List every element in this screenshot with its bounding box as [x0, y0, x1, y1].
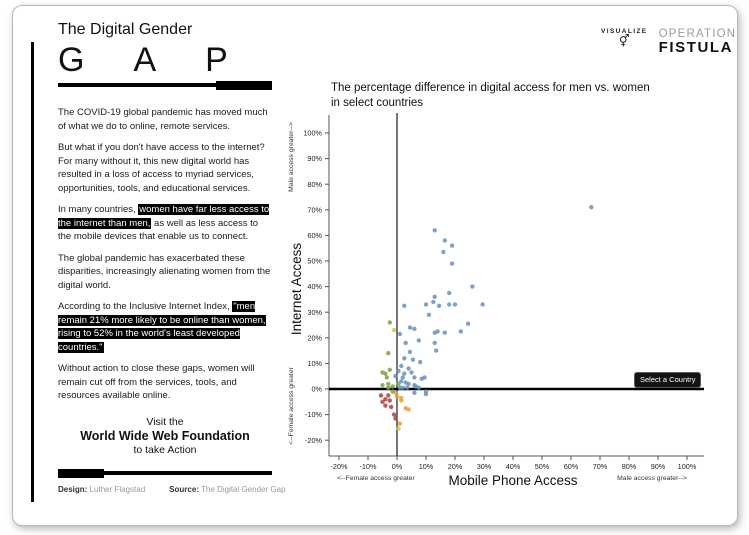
data-point-female-gap-both-axes[interactable] [380, 400, 384, 404]
source-credit: Source: The Digital Gender Gap [169, 484, 286, 494]
data-point-male-gap-both-axes[interactable] [406, 366, 410, 370]
title-underline [58, 81, 272, 90]
data-point-female-mobile-gap[interactable] [383, 371, 387, 375]
y-annotation-male: Male access greater--> [288, 122, 295, 192]
x-tick-label: 80% [621, 462, 637, 471]
x-annotation-male: Male access greater--> [617, 475, 687, 482]
data-point-male-gap-both-axes[interactable] [409, 370, 413, 374]
text-segment: But what if you don't have access to the internet? For many without it, this new digital world has resulted in a loss of access to myriad services, opportunities, tools, and educational services. [58, 142, 265, 194]
x-tick-label: 90% [650, 462, 666, 471]
page-title-gap: GAP [58, 41, 277, 79]
data-point-male-gap-both-axes[interactable] [402, 371, 406, 375]
story-paragraph [58, 252, 272, 293]
data-point-female-gap-both-axes[interactable] [388, 398, 392, 402]
text-segment: According to the Inclusive Internet Index, [58, 301, 233, 312]
data-point-female-gap-both-axes[interactable] [389, 405, 393, 409]
data-point-female-mobile-gap[interactable] [388, 320, 392, 324]
story-paragraph [58, 141, 272, 195]
data-point-male-gap-both-axes[interactable] [480, 302, 484, 306]
data-point-female-mobile-gap[interactable] [385, 375, 389, 379]
data-point-male-gap-both-axes[interactable] [435, 329, 439, 333]
y-tick-label: -20% [304, 435, 322, 445]
y-tick-label: 10% [307, 359, 322, 368]
data-point-male-gap-both-axes[interactable] [447, 291, 451, 295]
logo-operation: OPERATION [658, 28, 737, 40]
data-point-male-gap-both-axes[interactable] [401, 375, 405, 379]
data-point-male-gap-both-axes[interactable] [408, 350, 412, 354]
highlighted-text: women have far less access to the internet than men, [58, 204, 270, 229]
data-point-male-gap-both-axes[interactable] [433, 228, 437, 232]
data-point-female-mobile-gap[interactable] [396, 382, 400, 386]
data-point-female-gap-both-axes[interactable] [392, 412, 396, 416]
data-point-female-internet-gap[interactable] [393, 391, 397, 395]
data-point-male-gap-both-axes[interactable] [434, 348, 438, 352]
data-point-female-mobile-gap[interactable] [391, 384, 395, 388]
sidebar [58, 20, 286, 494]
gender-symbol-icon: ⚥ [618, 34, 630, 48]
data-point-female-gap-both-axes[interactable] [386, 393, 390, 397]
data-point-female-gap-both-axes[interactable] [383, 403, 387, 407]
x-tick-label: 20% [447, 462, 463, 471]
y-tick-label: 60% [307, 231, 322, 240]
data-point-female-internet-gap[interactable] [399, 398, 403, 402]
data-point-female-mobile-gap[interactable] [388, 368, 392, 372]
y-tick-label: 90% [307, 154, 322, 164]
call-to-action [58, 415, 272, 457]
y-tick-label: 80% [307, 179, 322, 189]
data-point-female-internet-gap[interactable] [395, 395, 399, 399]
data-point-female-internet-gap[interactable] [406, 407, 410, 411]
text-segment: as well as less access to the mobile devices that enable us to connect. [58, 217, 259, 242]
data-point-male-gap-both-axes[interactable] [402, 304, 406, 308]
left-accent-bar [31, 42, 34, 502]
data-point-male-gap-both-axes[interactable] [401, 386, 405, 390]
x-tick-label: 0% [391, 462, 403, 471]
data-point-male-gap-both-axes[interactable] [406, 382, 410, 386]
data-point-male-gap-both-axes[interactable] [398, 332, 402, 336]
x-tick-label: -10% [359, 462, 377, 471]
story-paragraph [58, 300, 272, 354]
data-point-female-mobile-gap[interactable] [386, 351, 390, 355]
data-point-male-gap-both-axes[interactable] [459, 329, 463, 333]
y-axis-title: Internet Access [289, 242, 304, 336]
data-point-male-gap-both-axes[interactable] [418, 360, 422, 364]
data-point-male-gap-both-axes[interactable] [422, 375, 426, 379]
story-paragraph [58, 106, 272, 133]
data-point-male-gap-both-axes[interactable] [431, 300, 435, 304]
y-tick-label: 70% [307, 205, 322, 215]
data-point-male-gap-both-axes[interactable] [412, 391, 416, 395]
data-point-male-gap-both-axes[interactable] [412, 327, 416, 331]
credits [58, 484, 286, 494]
cta-foundation-link[interactable]: World Wide Web Foundation [80, 428, 250, 443]
data-point-male-gap-both-axes[interactable] [589, 205, 593, 209]
data-point-male-gap-both-axes[interactable] [402, 356, 406, 360]
y-tick-label: 50% [307, 256, 322, 266]
data-point-male-gap-both-axes[interactable] [417, 338, 421, 342]
data-point-male-gap-both-axes[interactable] [453, 302, 457, 306]
data-point-male-gap-both-axes[interactable] [411, 357, 415, 361]
x-tick-label: -20% [330, 462, 348, 471]
data-point-female-internet-gap[interactable] [398, 421, 402, 425]
x-tick-label: 100% [677, 462, 697, 471]
y-tick-label: 100% [303, 128, 322, 138]
footer-divider [58, 469, 272, 478]
data-point-female-mobile-gap[interactable] [386, 386, 390, 390]
data-point-male-gap-both-axes[interactable] [399, 364, 403, 368]
data-point-male-gap-both-axes[interactable] [412, 375, 416, 379]
data-point-male-gap-both-axes[interactable] [443, 331, 447, 335]
page-title: The Digital Gender [58, 21, 193, 38]
data-point-male-gap-both-axes[interactable] [427, 313, 431, 317]
visualize-label: VISUALIZE [601, 28, 648, 35]
data-point-male-gap-both-axes[interactable] [393, 374, 397, 378]
data-point-female-mobile-gap[interactable] [380, 383, 384, 387]
select-country-button[interactable]: Select a Country [634, 372, 701, 388]
x-tick-label: 10% [418, 462, 434, 471]
y-tick-label: 30% [307, 307, 322, 317]
y-tick-label: 0% [311, 384, 322, 394]
data-point-male-gap-both-axes[interactable] [447, 302, 451, 306]
story-paragraph [58, 362, 272, 403]
chart-title: The percentage difference in digital access for men vs. women in select countries [331, 82, 650, 109]
data-point-male-gap-both-axes[interactable] [424, 302, 428, 306]
y-tick-label: -10% [304, 410, 322, 420]
operation-fistula-logo [601, 28, 736, 55]
data-point-male-gap-both-axes[interactable] [408, 325, 412, 329]
data-point-male-gap-both-axes[interactable] [466, 322, 470, 326]
y-tick-label: 40% [307, 282, 322, 292]
text-segment: The global pandemic has exacerbated these disparities, increasingly alienating women from the digital world. [58, 252, 271, 291]
data-point-male-gap-both-axes[interactable] [417, 386, 421, 390]
highlighted-text: "men remain 21% more likely to be online than women, rising to 52% in the world's least developed countries." [58, 301, 266, 353]
data-point-mixed-gap[interactable] [396, 427, 400, 431]
text-segment: In many countries, [58, 204, 139, 215]
x-annotation-female: <--Female access greater [337, 475, 415, 482]
data-point-male-gap-both-axes[interactable] [450, 261, 454, 265]
data-point-female-gap-both-axes[interactable] [393, 416, 397, 420]
dashboard-card [12, 5, 738, 526]
data-point-male-gap-both-axes[interactable] [424, 392, 428, 396]
data-point-male-gap-both-axes[interactable] [441, 250, 445, 254]
story-text [58, 106, 272, 403]
data-point-male-gap-both-axes[interactable] [396, 369, 400, 373]
scatter-plot [284, 104, 719, 510]
cta-line1: Visit the [146, 415, 184, 428]
data-point-female-mobile-gap[interactable] [386, 382, 390, 386]
x-tick-label: 40% [505, 462, 521, 471]
y-tick-label: 20% [307, 333, 322, 343]
logo-fistula: FISTULA [658, 39, 734, 56]
data-point-male-gap-both-axes[interactable] [404, 341, 408, 345]
x-tick-label: 50% [534, 462, 550, 471]
data-point-male-gap-both-axes[interactable] [470, 284, 474, 288]
data-point-male-gap-both-axes[interactable] [433, 295, 437, 299]
data-point-male-gap-both-axes[interactable] [450, 243, 454, 247]
y-annotation-female: <--Female access greater [288, 367, 295, 445]
design-credit: Design: Luther Flagstad [58, 484, 146, 494]
x-axis-title: Mobile Phone Access [448, 473, 578, 488]
data-point-male-gap-both-axes[interactable] [443, 238, 447, 242]
data-point-male-gap-both-axes[interactable] [433, 341, 437, 345]
data-point-mixed-gap[interactable] [392, 328, 396, 332]
scatter-svg [284, 104, 719, 510]
x-tick-label: 70% [592, 462, 608, 471]
x-tick-label: 60% [563, 462, 579, 471]
text-segment: Without action to close these gaps, women will remain cut off from the services, tools, and resources available online. [58, 363, 255, 401]
data-point-female-gap-both-axes[interactable] [379, 393, 383, 397]
data-point-male-gap-both-axes[interactable] [405, 386, 409, 390]
data-point-male-gap-both-axes[interactable] [437, 304, 441, 308]
story-paragraph [58, 203, 272, 244]
text-segment: The COVID-19 global pandemic has moved much of what we do to online, remote services. [58, 107, 268, 132]
x-tick-label: 30% [476, 462, 492, 471]
cta-line3: to take Action [133, 443, 197, 456]
